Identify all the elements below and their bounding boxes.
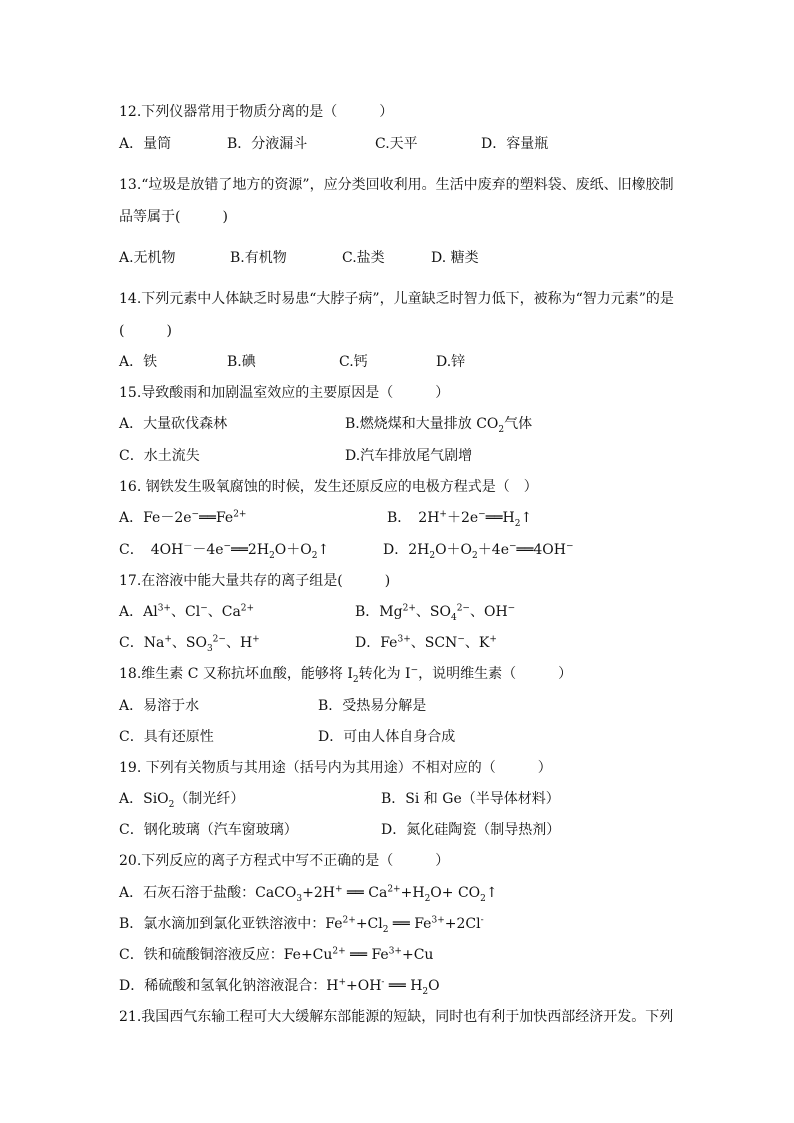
q19-option-a: A．SiO$_2$（制光纤） <box>119 791 245 810</box>
q14-stem-line2: ( ) <box>119 323 172 339</box>
q16-option-b: B． $2H^++2e^-══H_2↑$ <box>387 509 533 529</box>
q20-option-c: C．铁和硫酸铜溶液反应：$Fe+Cu^{2+}$ ══ $Fe^{3+}+Cu$ <box>119 946 434 963</box>
q20-stem: 20.下列反应的离子方程式中写不正确的是（ ） <box>119 853 450 869</box>
q15-stem: 15.导致酸雨和加剧温室效应的主要原因是（ ） <box>119 385 450 401</box>
q12-option-a: A．量筒 <box>119 136 172 152</box>
q16-option-d: D．$2H_2O+O_2+4e^-══4OH^-$ <box>383 541 574 561</box>
q18-option-d: D．可由人体自身合成 <box>318 729 456 745</box>
q20-option-d: D．稀硫酸和氢氧化钠溶液混合：H++OH- ══ $H_2O$ <box>119 977 440 997</box>
q21-stem: 21.我国西气东输工程可大大缓解东部能源的短缺，同时也有利于加快西部经济开发。下列 <box>119 1009 674 1025</box>
q15-option-c: C．水土流失 <box>119 448 200 464</box>
q20-option-b: B．氯水滴加到氯化亚铁溶液中：$Fe^{2+}+Cl_2$ ══ $Fe^{3+}+2Cl^-$ <box>119 915 484 935</box>
q18-option-c: C．具有还原性 <box>119 729 214 745</box>
q18-stem: 18.维生素 C 又称抗坏血酸，能够将 $I_2$转化为 I−，说明维生素（ ） <box>119 665 573 685</box>
q13-stem-line2: 品等属于( ) <box>119 209 228 225</box>
q17-option-c: C．Na+、$SO_3^{2-}$、H+ <box>119 634 260 654</box>
q14-option-b: B.碘 <box>227 354 256 370</box>
q17-option-b: B．$Mg^{2+}$、$SO_4^{2-}$、OH− <box>355 603 516 623</box>
q14-option-a: A．铁 <box>119 354 158 370</box>
q13-option-b: B.有机物 <box>230 250 287 266</box>
q14-option-d: D.锌 <box>436 354 466 370</box>
q15-option-d: D.汽车排放尾气剧增 <box>345 448 473 464</box>
q12-stem: 12.下列仪器常用于物质分离的是（ ） <box>119 104 394 120</box>
q14-option-c: C.钙 <box>339 354 368 370</box>
q15-option-b: B.燃烧煤和大量排放 $CO_2$气体 <box>345 416 533 435</box>
q12-option-c: C.天平 <box>375 136 418 152</box>
q13-stem-line1: 13.“垃圾是放错了地方的资源”，应分类回收利用。生活中废弃的塑料袋、废纸、旧橡胶制 <box>119 177 674 193</box>
q13-option-c: C.盐类 <box>342 250 385 266</box>
q15-option-a: A．大量砍伐森林 <box>119 416 228 432</box>
q17-option-d: D．$Fe^{3+}$、SCN−、K+ <box>355 634 497 651</box>
q19-stem: 19. 下列有关物质与其用途（括号内为其用途）不相对应的（ ） <box>119 760 552 776</box>
q17-option-a: A．$Al^{3+}$、Cl−、$Ca^{2+}$ <box>119 603 255 620</box>
q19-option-b: B．Si 和 Ge（半导体材料） <box>381 791 560 807</box>
q13-option-a: A.无机物 <box>119 250 176 266</box>
q16-stem: 16. 钢铁发生吸氧腐蚀的时候，发生还原反应的电极方程式是（ ） <box>119 479 538 495</box>
q12-option-d: D．容量瓶 <box>481 136 549 152</box>
q16-option-a: A．$Fe-2e^-══Fe^{2+}$ <box>119 509 247 526</box>
q18-option-b: B．受热易分解是 <box>318 698 427 714</box>
q13-option-d: D. 糖类 <box>431 250 479 266</box>
q14-stem-line1: 14.下列元素中人体缺乏时易患“大脖子病”，儿童缺乏时智力低下，被称为“智力元素”的是 <box>119 291 674 307</box>
q16-option-c: C． $4OH^--4e^-══2H_2O+O_2↑$ <box>119 541 330 561</box>
q19-option-d: D．氮化硅陶瓷（制导热剂） <box>381 822 561 838</box>
q12-option-b: B．分液漏斗 <box>227 136 308 152</box>
q17-stem: 17.在溶液中能大量共存的离子组是( ) <box>119 573 391 589</box>
q20-option-a: A．石灰石溶于盐酸：CaCO$_3$+2H+ ══ $Ca^{2+}+H_2O+$ $CO_2↑$ <box>119 884 498 904</box>
q19-option-c: C．钢化玻璃（汽车窗玻璃） <box>119 822 298 838</box>
q18-option-a: A．易溶于水 <box>119 698 200 714</box>
